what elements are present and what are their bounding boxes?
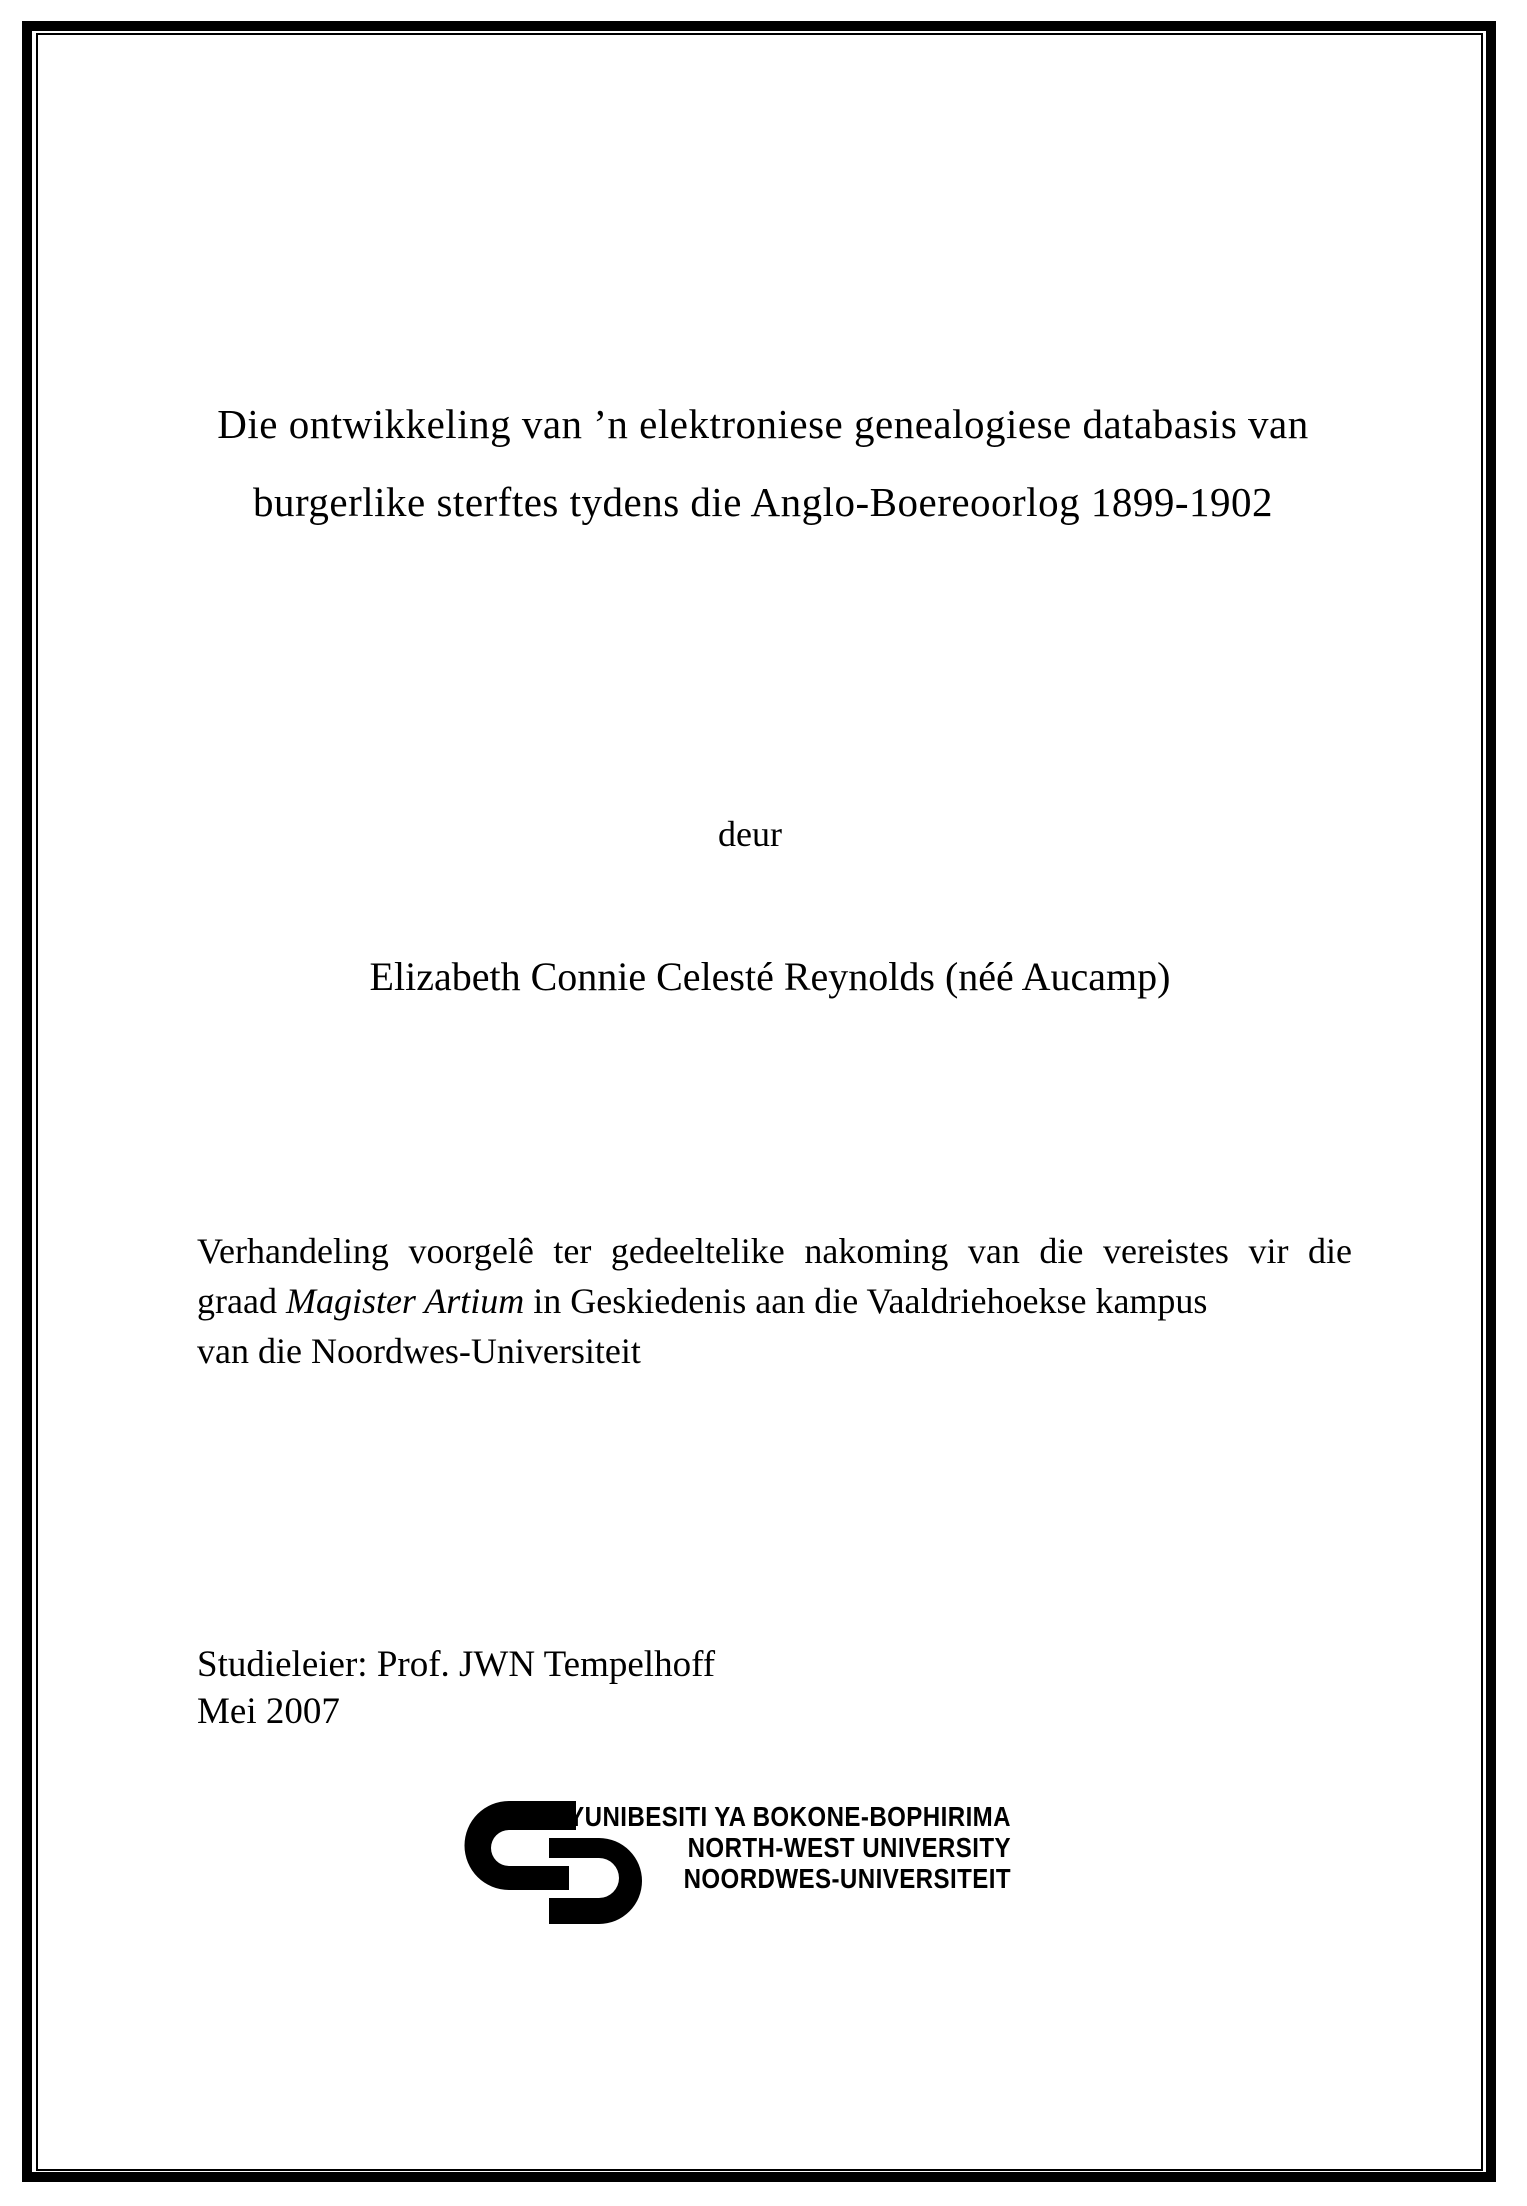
thesis-title-line1: Die ontwikkeling van ’n elektroniese genealogiese databasis van — [217, 401, 1309, 447]
submission-line2-prefix: graad — [197, 1281, 286, 1321]
submission-line1: Verhandeling voorgelê ter gedeeltelike nakoming van die vereistes vir die — [197, 1231, 1352, 1271]
nwu-logo-wordmark — [489, 1801, 1011, 1894]
nwu-wordmark-setswana: YUNIBESITI YA BOKONE-BOPHIRIMA — [568, 1801, 1011, 1832]
nwu-logo — [464, 1795, 1064, 1935]
supervisor-block — [197, 1641, 1097, 1735]
thesis-title — [158, 385, 1368, 541]
thesis-title-line2: burgerlike sterftes tydens die Anglo-Boereoorlog 1899-1902 — [252, 479, 1273, 525]
supervisor-line: Studieleier: Prof. JWN Tempelhoff — [197, 1644, 716, 1685]
author-name: Elizabeth Connie Celesté Reynolds (néé Aucamp) — [369, 954, 1171, 999]
nwu-wordmark-afrikaans: NOORDWES-UNIVERSITEIT — [683, 1863, 1011, 1894]
nwu-wordmark-english: NORTH-WEST UNIVERSITY — [687, 1832, 1011, 1863]
date-line: Mei 2007 — [197, 1691, 340, 1732]
submission-line2 — [197, 1276, 1352, 1326]
degree-name-italic: Magister Artium — [285, 1281, 525, 1321]
submission-line3: van die Noordwes-Universiteit — [197, 1331, 641, 1371]
submission-statement — [197, 1226, 1352, 1376]
byline-deur: deur — [718, 814, 782, 854]
submission-line2-suffix: in Geskiedenis aan die Vaaldriehoekse kampus — [524, 1281, 1208, 1321]
